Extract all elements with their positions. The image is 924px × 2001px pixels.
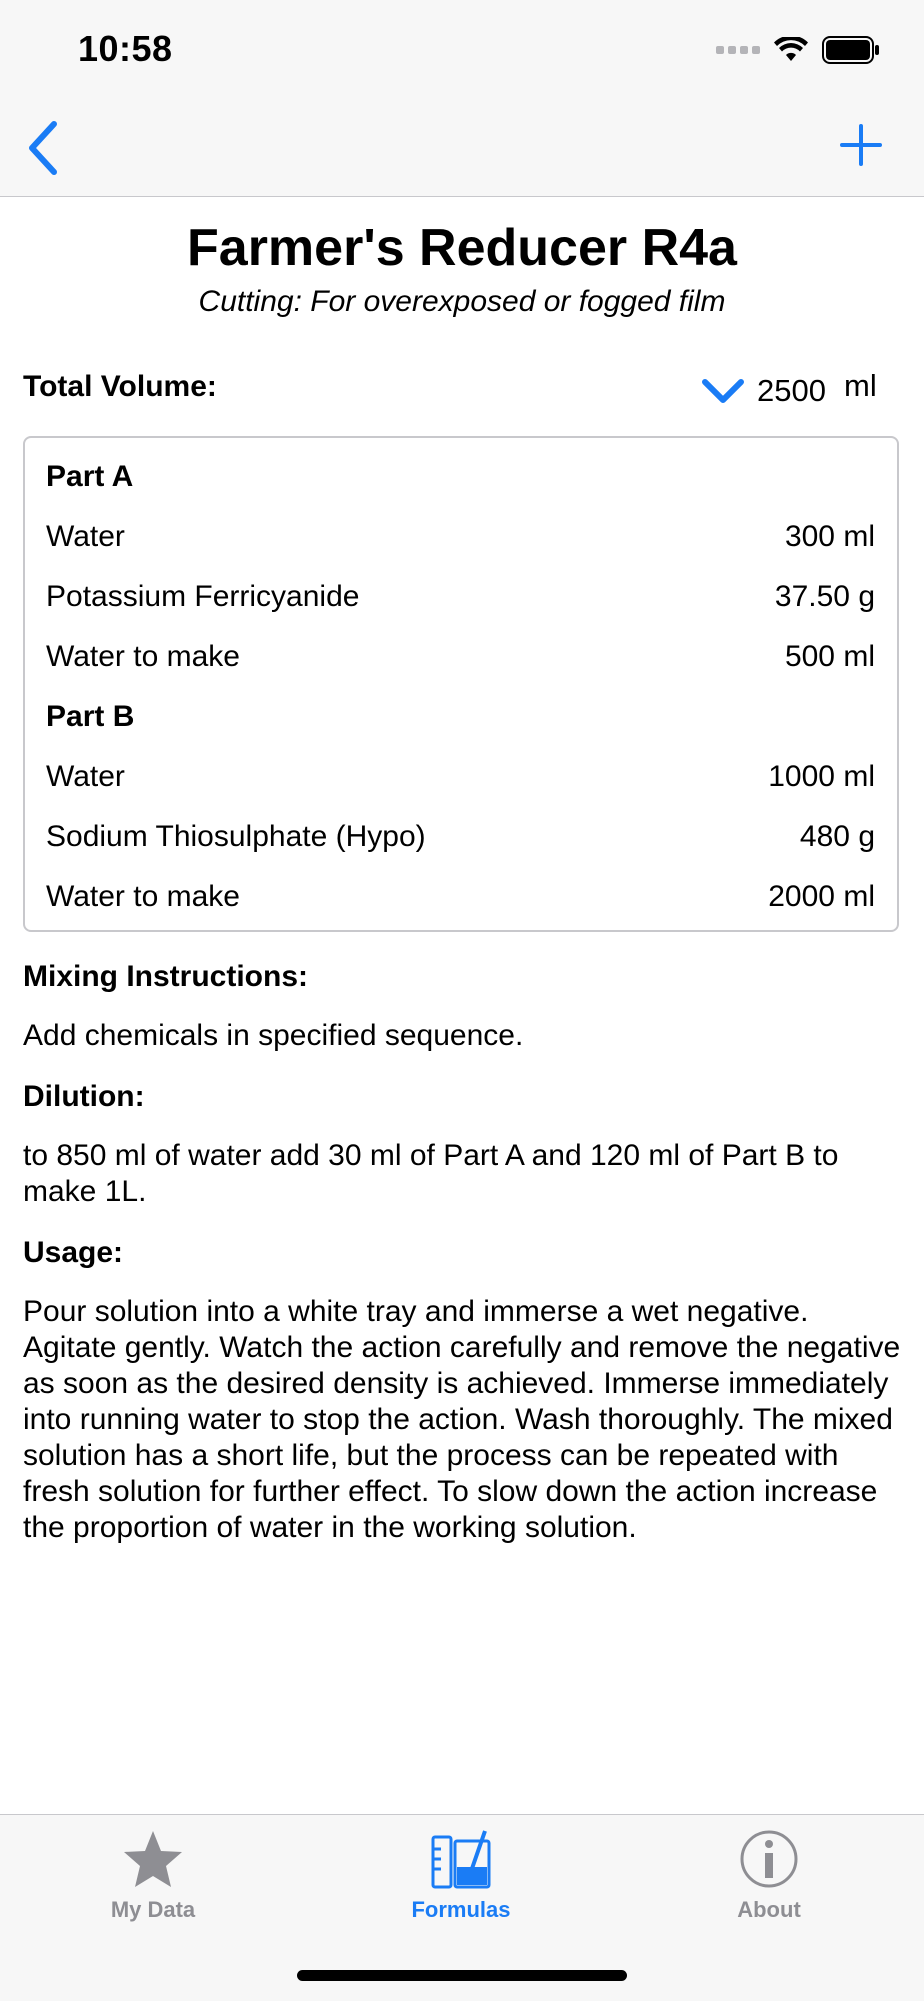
home-indicator[interactable] [297,1970,627,1981]
ingredient-name: Water [46,520,125,553]
status-icons [716,32,880,68]
formula-title: Farmer's Reducer R4a [187,219,737,277]
table-row [25,580,897,620]
ingredient-name: Water to make [46,880,240,913]
ingredient-amount: 500 ml [784,640,875,673]
table-row [25,640,897,680]
formulas-icon [429,1827,493,1891]
table-row [25,820,897,860]
ingredient-name: Potassium Ferricyanide [46,580,360,613]
status-time: 10:58 [78,28,173,69]
mixing-text: Add chemicals in specified sequence. [23,1019,524,1052]
ingredient-amount: 37.50 g [774,580,875,613]
tab-my-data[interactable] [53,1815,253,1935]
star-icon [121,1827,185,1891]
signal-icon [716,46,760,54]
table-row [25,520,897,560]
tab-label: About [737,1897,801,1922]
back-button[interactable] [24,118,64,178]
tab-label: My Data [110,1897,196,1922]
ingredient-amount: 300 ml [784,520,875,553]
table-row [25,880,897,920]
ingredient-amount: 1000 ml [768,760,875,793]
tab-about[interactable] [669,1815,869,1935]
formula-subtitle: Cutting: For overexposed or fogged film [198,285,726,318]
part-header [25,700,897,740]
info-icon [737,1827,801,1891]
usage-text: Pour solution into a white tray and immerse a wet negative. Agitate gently. Watch the action carefully and remove the negative as soon as the desired density is achieved. Immerse immediately into running water to stop the action. Wash thoroughly. The mixed solution has a short life, but the process can be repeated with fresh solution for further effect. To slow down the action increase the proportion of water in the working solution. [23,1295,901,1544]
chevron-down-icon [705,382,741,400]
part-header [25,460,897,500]
top-bar [0,0,924,197]
dilution-label: Dilution: [23,1080,145,1113]
dilution-text: to 850 ml of water add 30 ml of Part A and 120 ml of Part B to make 1L. [23,1139,839,1208]
part-a-header: Part A [46,460,134,493]
plus-icon [842,126,880,164]
ingredient-name: Sodium Thiosulphate (Hypo) [46,820,426,853]
ingredient-name: Water to make [46,640,240,673]
mixing-label: Mixing Instructions: [23,960,308,993]
ingredient-amount: 480 g [799,820,875,853]
table-row [25,760,897,800]
tab-formulas[interactable] [361,1815,561,1935]
ingredient-amount: 2000 ml [768,880,875,913]
add-button[interactable] [838,122,884,168]
chevron-left-icon [32,124,54,172]
volume-picker-button[interactable] [700,374,746,408]
usage-label: Usage: [23,1236,124,1269]
total-volume-label: Total Volume: [23,370,217,403]
battery-icon [822,36,880,64]
tab-label: Formulas [411,1897,511,1922]
formula-table [23,436,899,932]
total-volume-unit: ml [844,368,877,403]
ingredient-name: Water [46,760,125,793]
total-volume-value[interactable]: 2500 [757,373,826,408]
wifi-icon [774,37,808,63]
part-b-header: Part B [46,700,135,733]
